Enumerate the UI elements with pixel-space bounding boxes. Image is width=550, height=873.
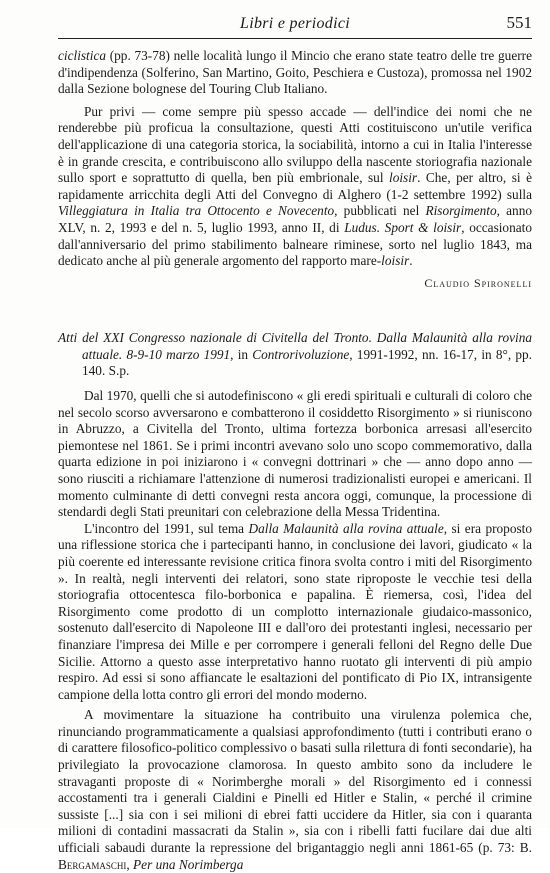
review-2-paragraph-2: L'incontro del 1991, sul tema Dalla Malaunità alla rovina attuale, si era proposto una riflessione storica che i partecipanti hanno, in conclusione dei lavori, giudicato « la più coerente ed interessante revisione critica finora svolta contro i miti del Risorgimento ». In realtà, negli interventi dei relatori, sono state riproposte le vecchie tesi della storiografia ottocentesca filo-borbonica e papalina. È riemersa, così, l'idea del Risorgimento come prodotto di un complotto internazionale giudaico-massonico, sostenuto dall'esercito di Napoleone III e dall'oro dei protestanti inglesi, necessario per finanziare l'impresa dei Mille e per corrompere i generali felloni del Regno delle Due Sicilie. Attorno a questo asse interpretativo hanno ruotato gli interventi di più ampio respiro. Ad essi si sono affiancate le esaltazioni del pontificato di Pio IX, intransigente campione della lotta contro gli errori del mondo moderno. — [58, 520, 532, 702]
running-title: Libri e periodici — [240, 15, 350, 32]
review-2-paragraph-1: Dal 1970, quelli che si autodefiniscono « gli eredi spirituali e culturali di coloro che nel secolo scorso avversarono e combatterono il cosiddetto Risorgimento » si riuniscono in Abruzzo, a Civitella del Tronto, ultima fortezza borbonica arresasi all'esercito piemontese nel 1861. Se i primi incontri avevano solo uno scopo commemorativo, dalla quarta edizione in poi iniziarono i « convegni dottrinari » che — anno dopo anno — sono riusciti a richiamare l'attenzione di numerosi tradizionalisti europei e americani. Il momento culminante di detti convegni resta ancora oggi, comunque, la processione di stendardi degli Stati preunitari con celebrazione della Messa Tridentina. — [58, 388, 532, 520]
review-2-paragraph-3: A movimentare la situazione ha contribuito una virulenza polemica che, rinunciando programmaticamente a qualsiasi approfondimento (tutti i contributi erano o di carattere filosofico-politico complessivo o basati sulla rilettura di fonti secondarie), ha privilegiato la provocazione clamorosa. In questo ambito sono da includere le stravaganti proposte di « Norimberghe morali » del Risorgimento ed i connessi accostamenti tra i generali Cialdini e Pinelli ed Hitler e Stalin, « perché il crimine sussiste [...] sia con i sei milioni di ebrei fatti uccidere da Hitler, sia con i quaranta milioni di contadini massacrati da Stalin », sia con i ribelli fatti fucilare dai due alti ufficiali sabaudi durante la repressione del brigantaggio negli anni 1861-65 (p. 73: B. Bergamaschi, Per una Norimberga — [58, 707, 532, 872]
review-1-signature: Claudio Spironelli — [424, 276, 532, 290]
page-header — [58, 12, 532, 39]
review-2-body — [58, 388, 532, 873]
page-number: 551 — [506, 13, 532, 32]
review-1-body — [58, 48, 532, 270]
review-1-paragraph-1: ciclistica (pp. 73-78) nelle località lungo il Mincio che erano state teatro delle tre guerre d'indipendenza (Solferino, San Martino, Goito, Peschiera e Custoza), promossa nel 1902 dalla Sezione bolognese del Touring Club Italiano. — [58, 48, 532, 97]
citation-details: , 1991-1992, nn. 16-17, in 8°, pp. 140. S.p. — [82, 346, 532, 379]
citation-journal: Controrivoluzione — [252, 346, 350, 362]
review-1-paragraph-2: Pur privi — come sempre più spesso accade — dell'indice dei nomi che ne renderebbe più proficua la consultazione, questi Atti costituiscono un'utile verifica dell'applicazione di una categoria storica, la sociabilità, intorno a cui in Italia l'interesse è in grande crescita, e contribuiscono allo sviluppo della nascente storiografia nazionale sullo sport e soprattutto di quella, ben più embrionale, sul loisir. Che, per altro, si è rapidamente arricchita degli Atti del Convegno di Alghero (1-2 settembre 1992) sulla Villeggiatura in Italia tra Ottocento e Novecento, pubblicati nel Risorgimento, anno XLV, n. 2, 1993 e del n. 5, luglio 1993, anno II, di Ludus. Sport & loisir, occasionato dall'anniversario del primo stabilimento balneare riminese, sorto nel luglio 1843, ma dedicato anche al più generale argomento del rapporto mare-loisir. — [58, 103, 532, 269]
review-2-citation: Atti del XXI Congresso nazionale di Civitella del Tronto. Dalla Malaunità alla rovina attuale. 8-9-10 marzo 1991, in Controrivoluzione, 1991-1992, nn. 16-17, in 8°, pp. 140. S.p. — [58, 330, 532, 379]
citation-title: Atti del XXI Congresso nazionale di Civitella del Tronto. Dalla Malaunità alla rovina attuale. 8-9-10 marzo 1991 — [58, 330, 532, 362]
